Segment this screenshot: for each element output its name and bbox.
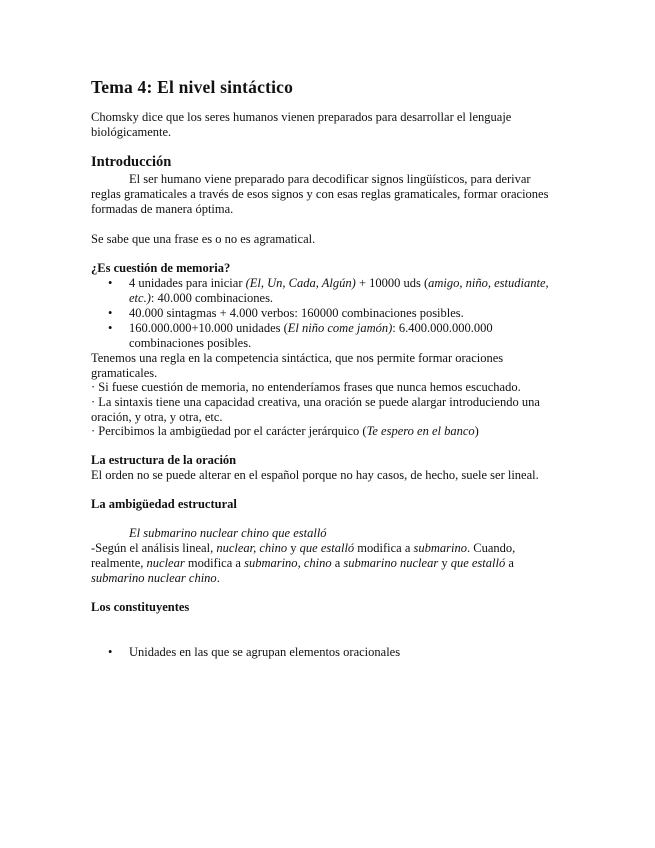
bullet-icon: •: [108, 306, 113, 320]
paragraph-text: y: [287, 541, 300, 555]
example-sentence: El submarino nuclear chino que estalló: [129, 526, 327, 540]
memoria-point-3: [91, 424, 561, 439]
memoria-point-2: · La sintaxis tiene una capacidad creativa, una oración se puede alargar introduciendo una oración, y otra, y otra, etc.: [91, 395, 540, 424]
paragraph-text: -Según el análisis lineal,: [91, 541, 217, 555]
list-item-text: 160.000.000+10.000 unidades (: [129, 321, 288, 335]
section-heading-ambiguedad: La ambigüedad estructural: [91, 497, 237, 511]
memoria-point-1: · Si fuese cuestión de memoria, no entenderíamos frases que nunca hemos escuchado.: [91, 380, 521, 394]
paragraph-text: ,: [297, 556, 304, 570]
section-heading-constituyentes: Los constituyentes: [91, 600, 190, 614]
paragraph-italic: nuclear: [146, 556, 185, 570]
paragraph-text: . Cuando, realmente,: [91, 541, 516, 570]
paragraph-italic: que estalló: [450, 556, 506, 570]
estructura-paragraph: El orden no se puede alterar en el español porque no hay casos, de hecho, suele ser lineal.: [91, 468, 539, 482]
paragraph-text: a: [505, 556, 514, 570]
section-heading-introduccion: Introducción: [91, 154, 172, 170]
list-item-text: : 6.400.000.000.000 combinaciones posibles.: [129, 321, 493, 350]
constituyentes-bullet-list: [91, 645, 551, 660]
paragraph-text: modifica a: [354, 541, 414, 555]
list-item-italic: (El, Un, Cada, Algún): [245, 276, 356, 290]
list-item-text: + 10000 uds (: [355, 276, 429, 290]
list-item-text: : 40.000 combinaciones.: [150, 291, 274, 305]
ambiguedad-example: [91, 526, 561, 541]
paragraph-italic: que estalló: [299, 541, 355, 555]
page-title: Tema 4: El nivel sintáctico: [91, 77, 294, 97]
paragraph-text: modifica a: [184, 556, 245, 570]
paragraph-italic: submarino: [413, 541, 468, 555]
list-item: [91, 321, 551, 351]
list-item-text: 4 unidades para iniciar: [129, 276, 246, 290]
bullet-icon: •: [108, 321, 113, 335]
paragraph-text: ): [474, 424, 479, 438]
memoria-bullet-list: [91, 276, 551, 351]
paragraph-text: a: [331, 556, 344, 570]
list-item: [91, 276, 551, 306]
regla-paragraph: Tenemos una regla en la competencia sintáctica, que nos permite formar oraciones gramaticales.: [91, 351, 504, 380]
section-heading-memoria: ¿Es cuestión de memoria?: [91, 261, 231, 275]
paragraph-text: y: [438, 556, 451, 570]
section-heading-estructura: La estructura de la oración: [91, 453, 237, 467]
paragraph-italic: submarino: [244, 556, 298, 570]
list-item-italic: amigo, niño, estudiante, etc.): [129, 276, 549, 305]
bullet-icon: •: [108, 645, 113, 659]
paragraph-italic: submarino nuclear chino: [91, 571, 217, 585]
agramatical-paragraph: Se sabe que una frase es o no es agramatical.: [91, 232, 316, 246]
list-item-text: Unidades en las que se agrupan elementos oracionales: [129, 645, 401, 659]
introduccion-text: El ser humano viene preparado para decodificar signos lingüísticos, para derivar reglas gramaticales a través de esos signos y con esas reglas gramaticales, formar oraciones formadas de manera óptima.: [91, 172, 549, 216]
paragraph-text: · Percibimos la ambigüedad por el carácter jerárquico (: [91, 424, 367, 438]
intro-paragraph: Chomsky dice que los seres humanos vienen preparados para desarrollar el lenguaje biológicamente.: [91, 110, 512, 139]
paragraph-italic: chino: [303, 556, 332, 570]
paragraph-italic: submarino nuclear: [343, 556, 439, 570]
list-item-italic: El niño come jamón): [287, 321, 393, 335]
paragraph-text: .: [216, 571, 220, 585]
paragraph-italic: nuclear, chino: [216, 541, 288, 555]
bullet-icon: •: [108, 276, 113, 290]
list-item: [91, 645, 551, 660]
list-item: [91, 306, 551, 321]
list-item-text: 40.000 sintagmas + 4.000 verbos: 160000 combinaciones posibles.: [129, 306, 464, 320]
paragraph-italic: Te espero en el banco: [366, 424, 475, 438]
ambiguedad-paragraph: [91, 541, 561, 586]
introduccion-paragraph: [91, 172, 561, 217]
